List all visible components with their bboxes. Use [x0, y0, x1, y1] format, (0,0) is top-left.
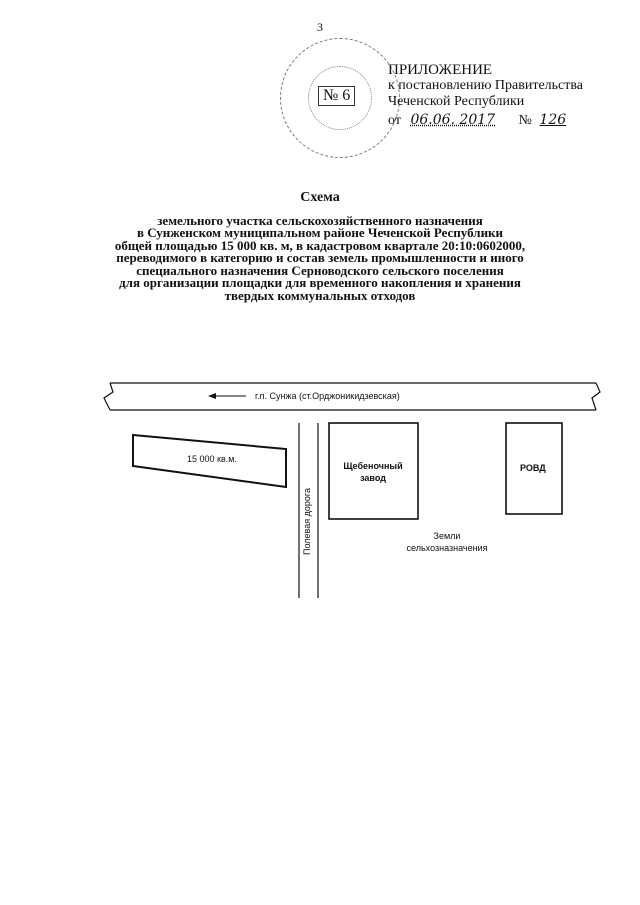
appendix-title: ПРИЛОЖЕНИЕ: [388, 62, 493, 78]
main-road-label: г.п. Сунжа (ст.Орджоникидзевская): [255, 391, 400, 401]
appendix-line-1: к постановлению Правительства: [388, 78, 584, 93]
heading-line-4: переводимого в категорию и состав земель промышленности и иного: [116, 250, 524, 265]
factory-label-line-1: Щебеночный: [343, 461, 403, 471]
farmland-label-line-1: Земли: [433, 531, 461, 541]
factory-label: [333, 460, 413, 484]
heading-line-3: общей площадью 15 000 кв. м, в кадастровом квартале 20:10:0602000,: [114, 237, 526, 253]
rovd-label: РОВД: [520, 463, 546, 473]
appendix-date-row: [388, 112, 583, 129]
date-prefix: от: [388, 113, 401, 128]
heading-line-2: в Сунженском муниципальном районе Чеченской Республики: [136, 225, 504, 240]
road-break-right: [592, 383, 600, 410]
date-value: 06.06. 2017: [410, 112, 496, 128]
plot-area-label: 15 000 кв.м.: [187, 454, 237, 464]
factory-label-line-2: завод: [360, 473, 386, 483]
number-value: 126: [539, 112, 567, 128]
heading-title: Схема: [300, 190, 340, 205]
field-road-label: Полевая дорога: [302, 488, 312, 555]
appendix-line-2: Чеченской Республики: [388, 94, 525, 109]
stamp-number: № 6: [318, 86, 355, 106]
road-break-left: [104, 383, 113, 410]
heading-line-6: для организации площадки для временного накопления и хранения: [119, 275, 521, 290]
heading-line-5: специального назначения Серноводского сельского поселения: [136, 262, 504, 278]
heading-line-1: земельного участка сельскохозяйственного назначения: [157, 212, 483, 228]
page-number: 3: [317, 20, 323, 34]
appendix-block: [388, 62, 583, 129]
heading-line-7: твердых коммунальных отходов: [224, 287, 416, 303]
document-heading: [80, 192, 560, 302]
road-direction-arrow: [208, 393, 216, 399]
number-prefix: №: [518, 113, 532, 128]
farmland-label: [377, 530, 517, 554]
farmland-label-line-2: сельхозназначения: [406, 543, 488, 553]
